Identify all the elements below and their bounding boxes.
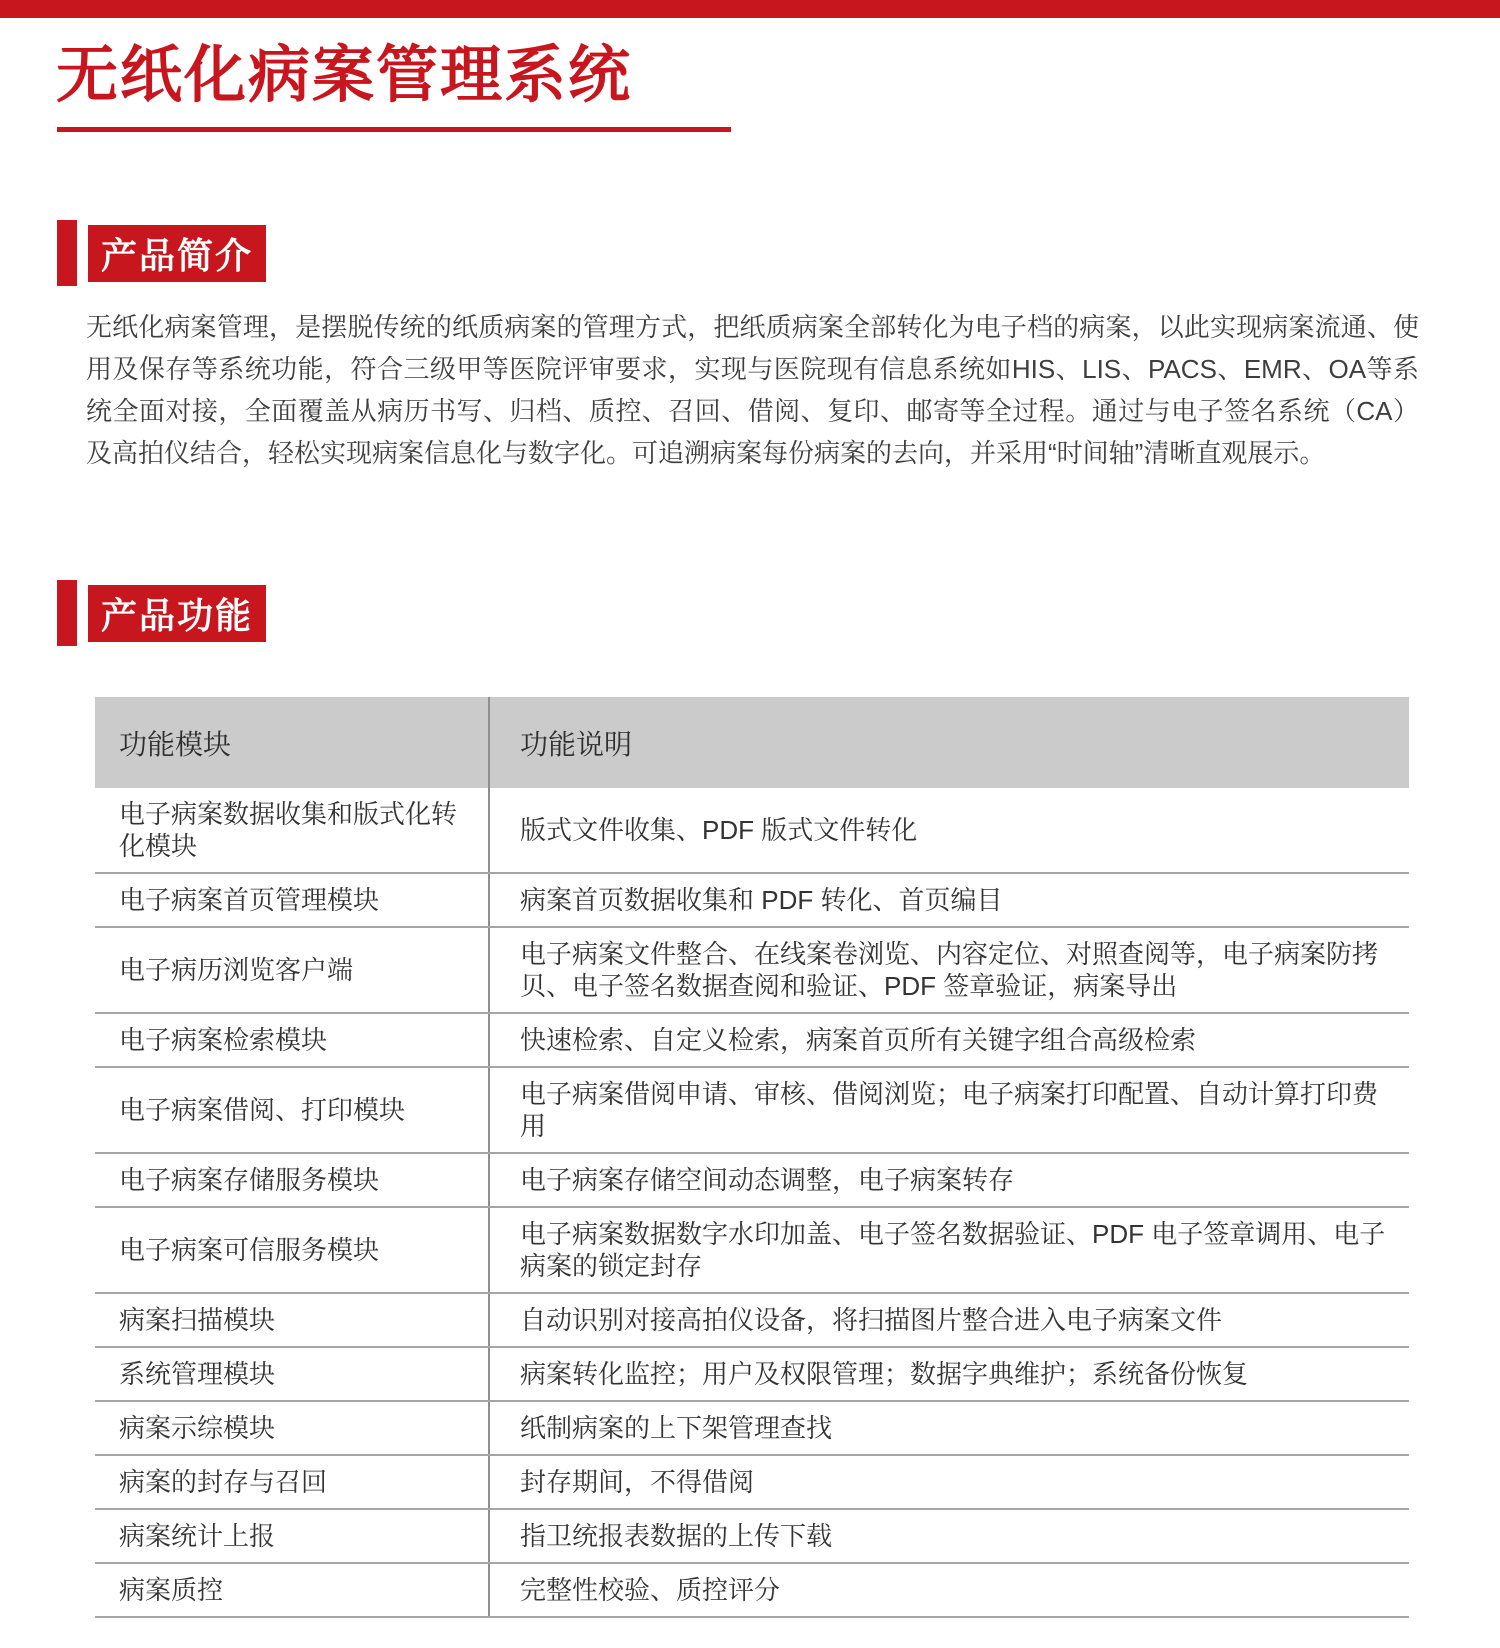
table-row (95, 1292, 1409, 1346)
description-cell: 版式文件收集、PDF 版式文件转化 (520, 815, 918, 845)
module-cell: 系统管理模块 (95, 1348, 490, 1400)
description-cell: 纸制病案的上下架管理查找 (520, 1413, 833, 1443)
table-row (95, 1454, 1409, 1508)
page-title: 无纸化病案管理系统 (56, 41, 633, 110)
table-row (95, 872, 1409, 926)
section-badge-product-features (88, 585, 266, 642)
section-badge-product-intro (88, 225, 266, 282)
module-cell: 病案质控 (95, 1564, 490, 1616)
product-intro-paragraph: 无纸化病案管理，是摆脱传统的纸质病案的管理方式，把纸质病案全部转化为电子档的病案，以此实现病案流通、使用及保存等系统功能，符合三级甲等医院评审要求，实现与医院现有信息系统如HIS、LIS、PACS、EMR、OA等系统全面对接，全面覆盖从病历书写、归档、质控、召回、借阅、复印、邮寄等全过程。通过与电子签名系统（CA）及高拍仪结合，轻松实现病案信息化与数字化。可追溯病案每份病案的去向，并采用“时间轴”清晰直观展示。 (86, 312, 1419, 468)
section-heading: 产品简介 (100, 234, 253, 276)
description-cell: 指卫统报表数据的上传下载 (520, 1521, 833, 1551)
module-cell: 病案示综模块 (95, 1402, 490, 1454)
description-cell: 病案转化监控；用户及权限管理；数据字典维护；系统备份恢复 (520, 1359, 1249, 1389)
table-row (95, 1012, 1409, 1066)
features-table-header (95, 697, 1409, 788)
section-heading: 产品功能 (100, 594, 253, 636)
title-underline (57, 127, 731, 132)
description-cell: 自动识别对接高拍仪设备，将扫描图片整合进入电子病案文件 (520, 1305, 1223, 1335)
features-table (95, 697, 1409, 1618)
table-row (95, 1562, 1409, 1616)
module-cell: 病案扫描模块 (95, 1294, 490, 1346)
table-row (95, 1400, 1409, 1454)
table-row (95, 1066, 1409, 1152)
column-header-module: 功能模块 (95, 697, 490, 788)
module-cell: 电子病案借阅、打印模块 (95, 1068, 490, 1152)
description-cell: 电子病案数据数字水印加盖、电子签名数据验证、PDF 电子签章调用、电子病案的锁定封存 (520, 1219, 1386, 1281)
module-cell: 电子病案存储服务模块 (95, 1154, 490, 1206)
table-row (95, 926, 1409, 1012)
table-row (95, 1206, 1409, 1292)
section-header-product-features (57, 580, 266, 646)
section-accent-bar (57, 220, 77, 286)
column-header-description: 功能说明 (520, 728, 633, 760)
module-cell: 电子病案数据收集和版式化转化模块 (95, 788, 490, 872)
description-cell: 快速检索、自定义检索，病案首页所有关键字组合高级检索 (520, 1025, 1197, 1055)
description-cell: 完整性校验、质控评分 (520, 1575, 781, 1605)
module-cell: 电子病案检索模块 (95, 1014, 490, 1066)
section-accent-bar (57, 580, 77, 646)
description-cell: 病案首页数据收集和 PDF 转化、首页编目 (520, 885, 1003, 915)
description-cell: 封存期间，不得借阅 (520, 1467, 755, 1497)
description-cell: 电子病案借阅申请、审核、借阅浏览；电子病案打印配置、自动计算打印费用 (520, 1079, 1379, 1141)
module-cell: 电子病历浏览客户端 (95, 928, 490, 1012)
description-cell: 电子病案文件整合、在线案卷浏览、内容定位、对照查阅等，电子病案防拷贝、电子签名数据查阅和验证、PDF 签章验证，病案导出 (520, 939, 1379, 1001)
table-row (95, 788, 1409, 872)
module-cell: 病案统计上报 (95, 1510, 490, 1562)
module-cell: 电子病案首页管理模块 (95, 874, 490, 926)
features-table-body (95, 788, 1409, 1616)
top-accent-bar (0, 0, 1500, 18)
table-row (95, 1152, 1409, 1206)
table-row (95, 1346, 1409, 1400)
description-cell: 电子病案存储空间动态调整，电子病案转存 (520, 1165, 1015, 1195)
section-header-product-intro (57, 220, 266, 286)
module-cell: 电子病案可信服务模块 (95, 1208, 490, 1292)
module-cell: 病案的封存与召回 (95, 1456, 490, 1508)
table-row (95, 1508, 1409, 1562)
